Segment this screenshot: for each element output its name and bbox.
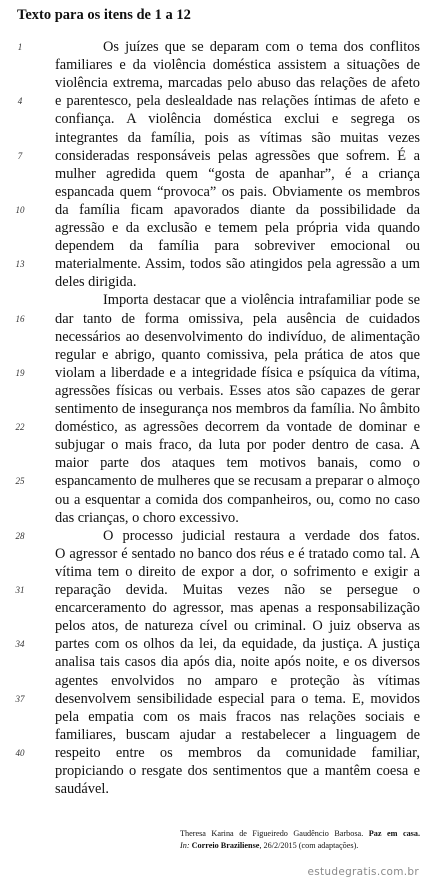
text-line: pelos atos, de natureza cível ou criminal. O juiz observa as (55, 618, 420, 635)
text-line: necessários ao desenvolvimento do indivíduo, de alimentação (55, 328, 420, 345)
line-number: 13 (15, 259, 25, 270)
credit-source: Correio Braziliense (191, 841, 260, 850)
text-line: regular e abrigo, quanto comissiva, pela prática de atos que (55, 346, 420, 363)
text-line: espancada quem “provoca” os pais. Obviamente os membros (55, 183, 420, 200)
line-number: 31 (15, 585, 25, 595)
text-line: vítima tem o direito de expor a dor, o sofrimento e exigir a (55, 563, 420, 580)
text-line: O processo judicial restaura a verdade dos fatos. (103, 527, 420, 544)
text-line: consideradas responsáveis pelas agressões que sofrem. É a (55, 147, 420, 164)
text-line: da família ficam apavorados diante da possibilidade da (55, 201, 420, 218)
credit-line-1 (180, 828, 420, 840)
line-number: 22 (15, 422, 25, 433)
text-line: desenvolvem sensibilidade especial para o tema. E, movidos (55, 690, 420, 707)
line-number: 28 (15, 530, 25, 541)
text-line: saudável. (55, 781, 109, 798)
text-line: dar tanto de forma omissiva, pela ausência de cuidados (55, 310, 420, 327)
credit-date-note: , 26/2/2015 (com adaptações). (259, 841, 359, 850)
text-line: partes com os olhos da lei, da equidade, da justiça. A justiça (55, 636, 420, 653)
line-number: 40 (15, 747, 25, 758)
text-line: espancamento de mulheres que se recusam a preparar o almoço (55, 473, 420, 490)
line-number: 34 (15, 639, 25, 650)
text-line: propiciando o resgate dos sentimentos que a mantêm coesa e (55, 763, 420, 779)
text-line: integrantes da família, pois as vítimas são muitas vezes (55, 129, 420, 146)
text-line: reparação devida. Muitas vezes não se persegue o (55, 582, 420, 598)
text-line: maior parte dos ataques tem motivos banais, como o (55, 455, 420, 472)
text-line: familiares, buscam ajudar a restabelecer a linguagem de (55, 726, 420, 743)
text-line: agressão e da exclusão e temem pela própria vida quando (55, 220, 420, 236)
text-line: e parentesco, pela deslealdade nas relações íntimas de afeto e (55, 93, 420, 110)
text-line: Importa destacar que a violência intrafamiliar pode se (103, 292, 420, 309)
section-heading: Texto para os itens de 1 a 12 (17, 7, 191, 23)
text-line: O agressor é sentado no banco dos réus e é tratado como tal. A (55, 545, 420, 562)
text-line: pela empatia com os mais fracos nas relações sociais e (55, 708, 420, 725)
text-line: dependem da família para sobreviver emocional ou (55, 238, 420, 255)
text-line: familiares e da violência doméstica assistem a situações de (55, 57, 420, 74)
line-number: 4 (17, 96, 23, 107)
line-number: 16 (15, 313, 25, 324)
line-number: 10 (15, 204, 25, 215)
line-number: 37 (15, 693, 25, 704)
text-line: confiança. A violência doméstica exclui e segrega os (55, 111, 420, 128)
text-line: agentes envolvidos no amparo e proteção às vítimas (55, 672, 420, 689)
text-line: doméstico, as agressões decorrem da vontade de dominar e (55, 419, 420, 436)
line-number: 7 (17, 150, 23, 161)
text-line: Os juízes que se deparam com o tema dos conflitos (103, 39, 420, 55)
text-line: analisa tais casos dia após dia, noite após noite, e os diversos (55, 654, 420, 671)
text-line: respeito entre os membros da comunidade familiar, (55, 744, 420, 761)
text-line: deles dirigida. (55, 274, 137, 291)
text-line: materialmente. Assim, todos são atingidos pela agressão a um (55, 256, 420, 273)
watermark: estudegratis.com.br (307, 866, 419, 878)
text-line: encarceramento do agressor, mas apenas a responsabilização (55, 600, 420, 617)
text-line: agressões físicas ou verbais. Esses atos são capazes de gerar (55, 382, 420, 399)
text-line: sentimento de insegurança nos membros da família. No âmbito (55, 401, 420, 417)
text-line: violência extrema, marcadas pelo abuso das relações de afeto (55, 75, 420, 92)
line-number: 25 (15, 476, 25, 487)
text-line: mulher agredida quem “gosta de apanhar”, é a criança (55, 165, 420, 182)
credit-title: Paz em casa. (368, 829, 421, 838)
credit-in-label: In: (180, 841, 190, 850)
line-number: 19 (15, 367, 25, 378)
line-number: 1 (17, 42, 23, 52)
text-line: ou a esquentar a comida dos companheiros, ou, como no caso (55, 491, 420, 508)
text-line: subjugar o mais fraco, da luta por poder dentro de casa. A (55, 437, 420, 454)
text-line: violam a liberdade e a integridade física e psíquica da vítima, (55, 364, 420, 381)
credit-author: Theresa Karina de Figueiredo Gaudêncio Barbosa. (180, 829, 364, 838)
text-line: das crianças, o choro excessivo. (55, 509, 239, 526)
credit-line-2 (180, 840, 420, 852)
